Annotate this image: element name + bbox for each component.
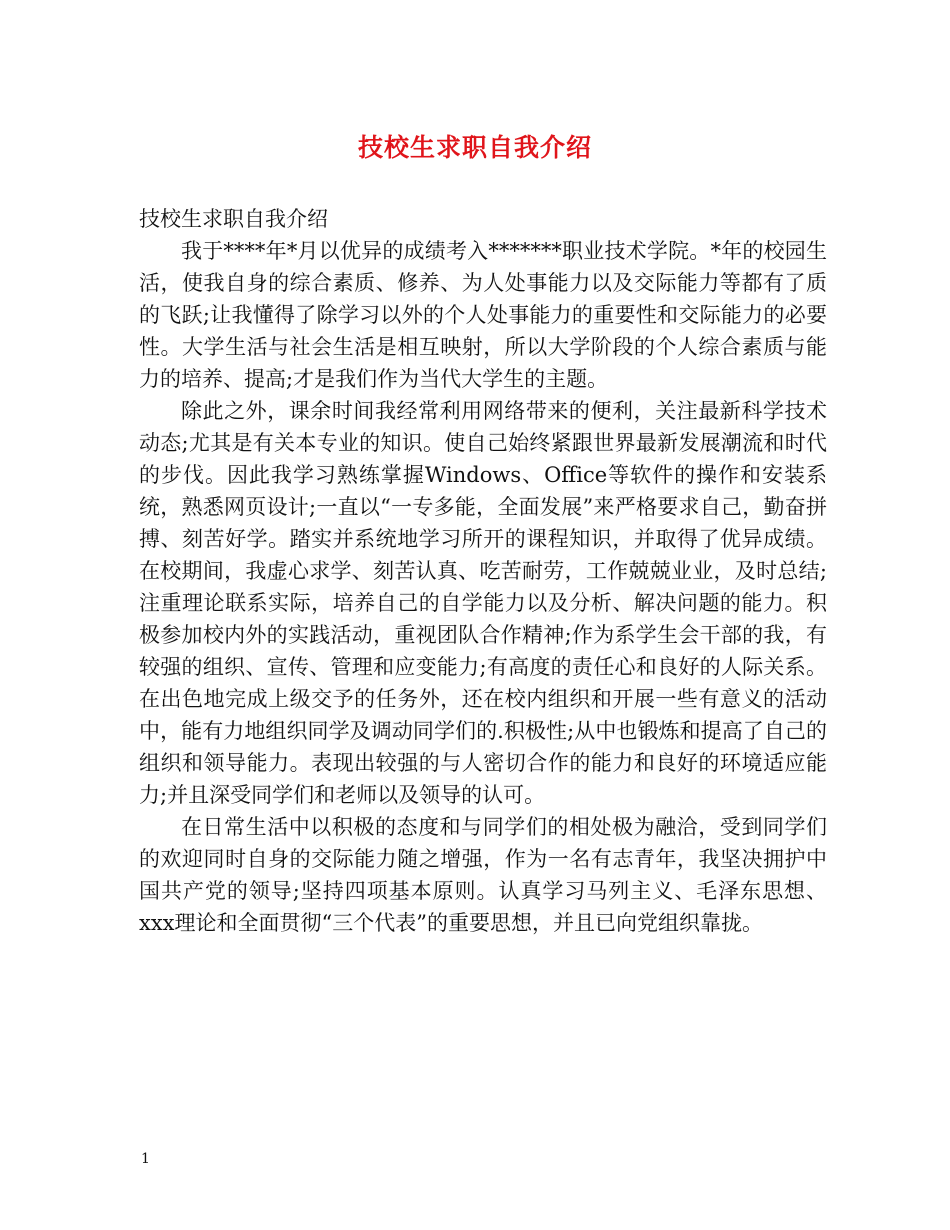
paragraph-3: 在日常生活中以积极的态度和与同学们的相处极为融洽，受到同学们的欢迎同时自身的交际能力随之增强，作为一名有志青年，我坚决拥护中国共产党的领导;坚持四项基本原则。认真学习马列主义、毛泽东思想、xxx理论和全面贯彻“三个代表”的重要思想，并且已向党组织靠拢。 bbox=[139, 815, 827, 935]
page-number: 1 bbox=[141, 1151, 150, 1167]
document-title: 技校生求职自我介绍 bbox=[357, 133, 592, 162]
document-subtitle: 技校生求职自我介绍 bbox=[139, 207, 328, 231]
paragraph-2: 除此之外，课余时间我经常利用网络带来的便利，关注最新科学技术动态;尤其是有关本专业的知识。使自己始终紧跟世界最新发展潮流和时代的步伐。因此我学习熟练掌握Windows、Office等软件的操作和安装系统，熟悉网页设计;一直以“一专多能，全面发展”来严格要求自己，勤奋拼搏、刻苦好学。踏实并系统地学习所开的课程知识，并取得了优异成绩。在校期间，我虚心求学、刻苦认真、吃苦耐劳，工作兢兢业业，及时总结;注重理论联系实际，培养自己的自学能力以及分析、解决问题的能力。积极参加校内外的实践活动，重视团队合作精神;作为系学生会干部的我，有较强的组织、宣传、管理和应变能力;有高度的责任心和良好的人际关系。在出色地完成上级交予的任务外，还在校内组织和开展一些有意义的活动中，能有力地组织同学及调动同学们的.积极性;从中也锻炼和提高了自己的组织和领导能力。表现出较强的与人密切合作的能力和良好的环境适应能力;并且深受同学们和老师以及领导的认可。 bbox=[139, 399, 827, 807]
document-body bbox=[139, 203, 827, 939]
paragraph-1: 我于****年*月以优异的成绩考入*******职业技术学院。*年的校园生活，使我自身的综合素质、修养、为人处事能力以及交际能力等都有了质的飞跃;让我懂得了除学习以外的个人处事能力的重要性和交际能力的必要性。大学生活与社会生活是相互映射，所以大学阶段的个人综合素质与能力的培养、提高;才是我们作为当代大学生的主题。 bbox=[139, 239, 827, 391]
